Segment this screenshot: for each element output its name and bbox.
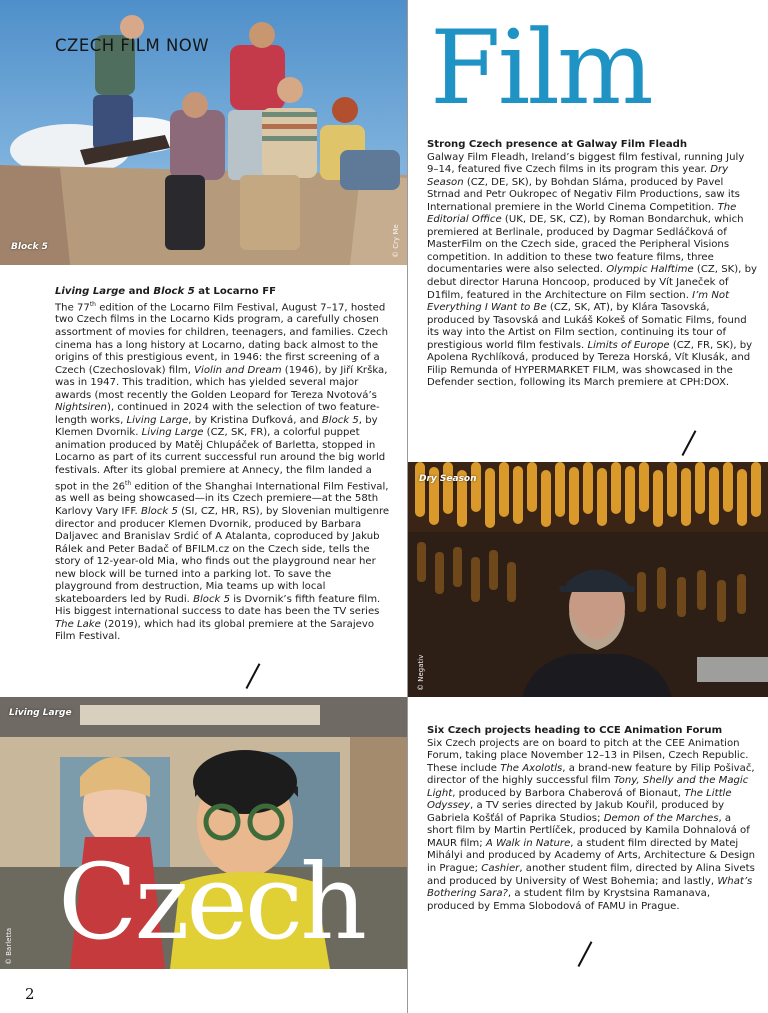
block5-credit: © Cry Me [392, 224, 400, 258]
living-large-credit: © Barletta [5, 927, 13, 965]
dry-season-photo [407, 462, 768, 697]
cee-body: Six Czech projects are on board to pitch at the CEE Animation Forum, taking place November 12–13 in Pilsen, Czech Republic. These include The Axolotls, a brand-new feature by Filip Pošivač, director of the highly successful film Tony, Shelly and the Magic Light, produced by Barbora Chaberová of Bionaut, The Little Odyssey, a TV series directed by Jakub Kouřil, produced by Gabriela Košťál of Paprika Studios; Demon of the Marches, a short film by Martin Pertlíček, produced by Kamila Dohnalová of MAUR film; A Walk in Nature, a student film directed by Matej Mihályi and produced by Academy of Arts, Architecture & Design in Prague; Cashier, another student film, directed by Alina Sivets and produced by University of West Bohemia; and lastly, What’s Bothering Sara?, a student film by Krystsina Ramanava, produced by Emma Slobodová of FAMU in Prague. [427, 737, 756, 912]
heading-at-locarno: at Locarno FF [194, 286, 276, 297]
galway-body: Galway Film Fleadh, Ireland’s biggest film festival, running July 9–14, featured five Czech films in its program this year. Dry Season (CZ, DE, SK), by Bohdan Sláma, produced by Pavel Strnad and Petr Oukropec of Negativ Film Productions, saw its International premiere in the World Cinema Competition. The Editorial Office (UK, DE, SK, CZ), by Roman Bondarchuk, which premiered at Berlinale, produced by Dagmar Sedláčková of MasterFilm on the Czech side, graced the Peripheral Visions competition. In addition to these two feature films, three documentaries were also selected. Olympic Halftime (CZ, SK), by debut director Haruna Honcoop, produced by Vít Janeček of D1film, featured in the Architecture on Film section. I’m Not Everything I Want to Be (CZ, SK, AT), by Klára Tasovská, produced by Tasovská and Lukáš Kokeš of Somatic Films, found its way into the Artist on Film section, continuing its tour of prestigious world film festivals. Limits of Europe (CZ, FR, SK), by Apolena Rychlíková, produced by Tereza Horská, Vít Klusák, and Filip Remunda of HYPERMARKET FILM, was showcased in the Defender section, following its March premiere at CPH:DOX. [427, 151, 757, 389]
end-mark [246, 663, 260, 688]
dry-season-illustration [407, 462, 768, 697]
column-divider [407, 0, 408, 1013]
end-mark [578, 941, 592, 966]
dry-season-caption: Dry Season [419, 474, 477, 484]
block5-caption: Block 5 [11, 242, 48, 252]
locarno-heading [55, 286, 391, 299]
big-title-czech: Czech [58, 841, 365, 963]
galway-heading: Strong Czech presence at Galway Film Fleadh [427, 139, 688, 150]
cee-article [427, 725, 757, 913]
heading-block5: Block 5 [153, 286, 195, 297]
heading-and: and [125, 286, 154, 297]
end-mark [682, 430, 696, 455]
living-large-caption: Living Large [9, 708, 72, 718]
section-label: CZECH FILM NOW [55, 36, 210, 55]
big-title-film: Film [430, 9, 651, 128]
dry-season-credit: © Negativ [417, 654, 425, 691]
galway-article [427, 139, 757, 390]
page-number: 2 [25, 985, 35, 1003]
locarno-body: The 77th edition of the Locarno Film Festival, August 7–17, hosted two Czech films in the Locarno Kids program, a carefully chosen assortment of movies for children, teenagers, and families. Czech cinema has a long history at Locarno, dating back almost to the origins of this prestigious event, in 1946: the first screening of a Czech (Czechoslovak) film, Violin and Dream (1946), by Jiří Krška, was in 1947. This tradition, which has yielded several major awards (most recently the Golden Leopard for Tereza Nvotová’s Nightsiren), continued in 2024 with the selection of two feature-length works, Living Large, by Kristina Dufková, and Block 5, by Klemen Dvornik. Living Large (CZ, SK, FR), a colorful puppet animation produced by Matěj Chlupáček of Barletta, stopped in Locarno as part of its current successful run around the big world festivals. After its global premiere at Annecy, the film landed a spot in the 26th edition of the Shanghai International Film Festival, as well as being showcased—in its Czech premiere—at the 58th Karlovy Vary IFF. Block 5 (SI, CZ, HR, RS), by Slovenian multigenre director and producer Klemen Dvornik, produced by Barbara Daljavec and Branislav Srdić of A Atalanta, coproduced by Jakub Rálek and Peter Badač of BFILM.cz on the Czech side, tells the story of 12-year-old Mia, who finds out the playground near her new block will be turned into a parking lot. To save the playground from destruction, Mia teams up with local skateboarders led by Rudi. Block 5 is Dvornik’s fifth feature film. His biggest international success to date has been the TV series The Lake (2019), which had its global premiere at the Sarajevo Film Festival. [55, 300, 390, 643]
cee-heading: Six Czech projects heading to CCE Animation Forum [427, 725, 723, 736]
heading-living-large: Living Large [55, 286, 126, 297]
locarno-article [55, 286, 391, 644]
